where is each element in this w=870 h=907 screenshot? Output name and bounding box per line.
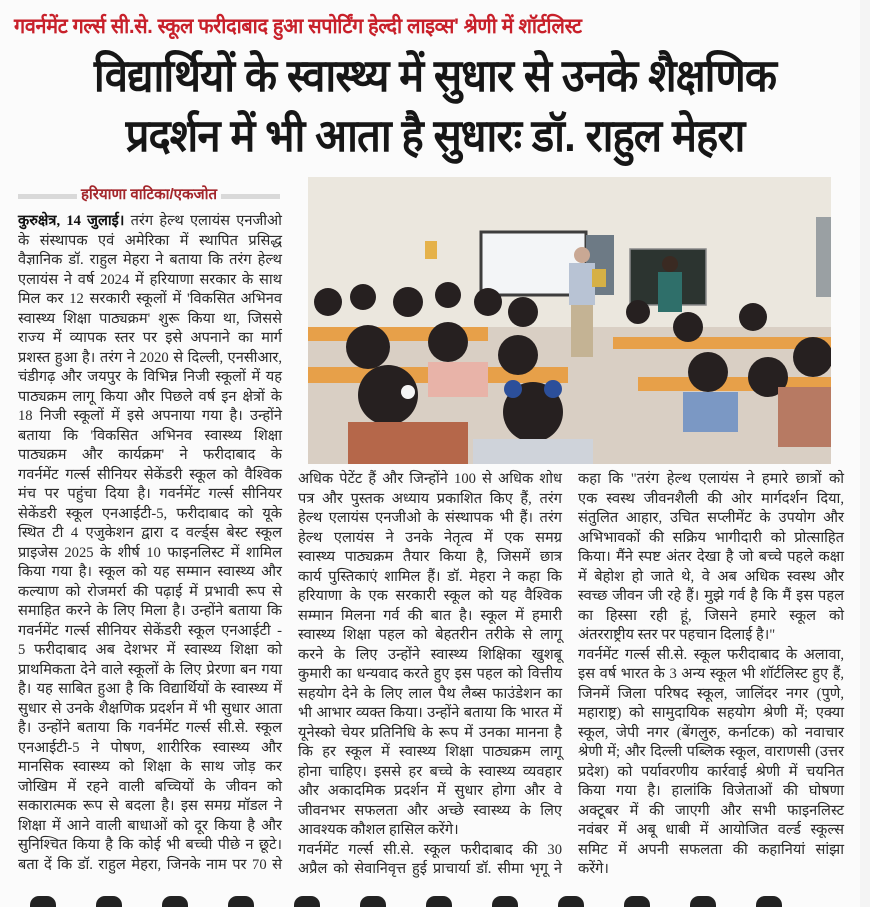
previous-article-cutoff	[0, 0, 870, 8]
article-line: है। उन्होंने बताया कि गवर्नमेंट गर्ल्स सी.से. स्कूल	[18, 720, 282, 736]
byline: हरियाणा वाटिका/एकजोत	[77, 184, 221, 204]
booklet	[592, 269, 606, 287]
article-line: संतुलित आहार, उचित सप्लीमेंट के उपयोग और	[578, 510, 844, 526]
article-line: अंतरराष्ट्रीय स्तर पर पहचान दिलाई है।"	[578, 627, 776, 643]
article-line: गवर्नमेंट गर्ल्स सीनियर सेकेंडरी स्कूल को वैश्विक	[18, 466, 282, 483]
wall-poster	[425, 241, 437, 259]
article-line: स्वच्छ जीवन जी रहे हैं। मुझे गर्व है कि मैं इस पहल	[578, 588, 844, 604]
teacher-saree	[658, 272, 682, 312]
article-line: हेल्थ एलायंस एनजीओ के संस्थापक भी हैं। तरंग	[298, 510, 562, 526]
article-line: पाठ्यक्रम लागू किया और पिछले वर्ष इन क्षेत्रों के	[18, 388, 282, 405]
article-line: पाठ्यक्रम और कार्यक्रम' ने फरीदाबाद के	[18, 447, 282, 463]
article-line: यूनेस्को चेयर प्रतिनिधि के रूप में उनका मानना है	[298, 724, 562, 741]
article-line: मानसिक स्वास्थ्य को शिक्षा के साथ जोड़ कर	[18, 759, 282, 775]
headline-line-1: विद्यार्थियों के स्वास्थ्य में सुधार से उनके शैक्षणिक	[93, 50, 777, 101]
article-line: महाराष्ट्र) को सामुदायिक सहयोग श्रेणी में; एक्या	[578, 705, 844, 721]
article-line: पत्र और पुस्तक अध्याय प्रकाशित किए हैं, तरंग	[298, 490, 562, 507]
article-line: राज्य में व्यापक स्तर पर इसे अपनाने का मार्ग	[18, 330, 282, 346]
door	[816, 217, 831, 297]
article-line: भी आभार व्यक्त किया। उन्होंने बताया कि भारत में	[298, 705, 562, 721]
article-line: प्रशस्त हुआ है। तरंग ने 2020 से दिल्ली, एनसीआर,	[18, 349, 282, 366]
article-line: श्रेणी में; और दिल्ली पब्लिक स्कूल, वाराणसी (उत्तर	[578, 744, 844, 760]
article-line: एलायंस ने वर्ष 2024 में हरियाणा सरकार के साथ	[18, 271, 282, 288]
article-line: 5 फरीदाबाद अब देशभर में स्वास्थ्य शिक्षा को	[18, 642, 282, 658]
article-line: समिट में अपनी सफलता की कहानियां सांझा	[578, 841, 844, 858]
hair-clip	[401, 385, 415, 399]
article-text: तरंग हेल्थ एलायंस एनजीओ	[124, 213, 282, 229]
article-line: सुधार से उनके शैक्षणिक प्रदर्शन में भी सुधार आता	[18, 700, 282, 717]
article-line: प्राथमिकता देने वाले स्कूलों के लिए प्रेरणा बन गया	[18, 661, 282, 678]
classroom-illustration	[308, 177, 831, 464]
article-line: एनआईटी-5 ने पोषण, शारीरिक स्वास्थ्य और	[18, 739, 282, 756]
article-line: कहा कि "तरंग हेल्थ एलायंस ने हमारे छात्रों को	[578, 471, 844, 487]
article-line: आवश्यक कौशल हासिल करेंगे।	[298, 822, 459, 838]
article-line	[18, 212, 282, 232]
article-line: और अकादमिक प्रदर्शन में सुधार होगा और वे	[298, 783, 562, 799]
article-line: बता दें कि डॉ. राहुल मेहरा, जिनके नाम पर 70 से	[18, 856, 282, 873]
article-line: एक स्वस्थ जीवनशैली की ओर मार्गदर्शन दिया,	[578, 490, 844, 507]
article-line: बताया कि 'विकसित अभिनव स्वास्थ्य शिक्षा	[18, 427, 282, 444]
speaker-shirt	[569, 263, 595, 305]
page-edge	[860, 0, 870, 907]
speaker-trousers	[571, 305, 593, 357]
article-line: मंच पर पहुंचा दिया है। गवर्नमेंट गर्ल्स सीनियर	[18, 486, 282, 502]
article-line: है। यह साबित हुआ है कि विद्यार्थियों के स्वास्थ्य में	[18, 681, 282, 697]
article-line: सम्मान मिलना गर्व की बात है। स्कूल में हमारी	[298, 607, 562, 624]
article-line: स्वास्थ्य शिक्षा पाठ्यक्रम' शुरू किया था, जिससे	[18, 310, 282, 327]
article-line: हरियाणा के एक सरकारी स्कूल को यह वैश्विक	[298, 588, 562, 604]
article-line: किया गया है। हालांकि विजेताओं की घोषणा	[578, 783, 844, 799]
headline-line-2: प्रदर्शन में भी आता है सुधारः डॉ. राहुल मेहरा	[125, 110, 745, 161]
article-line: अभिभावकों की सक्रिय भागीदारी को प्रोत्साहित	[578, 529, 844, 546]
article-line: स्कूल, जेपी नगर (बेंगलुरु, कर्नाटक) को नवाचार	[578, 724, 844, 741]
article-line: जीवनभर सफलता और अच्छे स्वास्थ्य के लिए	[298, 802, 562, 819]
article-line: इस वर्ष भारत के 3 अन्य स्कूल भी शॉर्टलिस्ट हुए हैं,	[578, 666, 844, 682]
article-column-2	[298, 470, 562, 880]
article-line: वैज्ञानिक डॉ. राहुल मेहरा ने बताया कि तरंग हेल्थ	[18, 252, 282, 268]
article-line: मिल कर 12 सरकारी स्कूलों में 'विकसित अभिनव	[18, 291, 282, 307]
article-line: जिनमें जिला परिषद स्कूल, जालिंदर नगर (पुणे,	[578, 685, 844, 702]
article-line: प्राइजेस 2025 के शीर्ष 10 फाइनलिस्ट में शामिल	[18, 544, 282, 561]
teacher-head	[662, 256, 678, 272]
article-line: गवर्नमेंट गर्ल्स सी.से. स्कूल फरीदाबाद के अलावा,	[578, 646, 844, 663]
classroom-photo	[308, 177, 831, 464]
article-line: स्वास्थ्य शिक्षा पहल को बेहतरीन तरीके से लागू	[298, 627, 562, 643]
article-line: जोखिम में रहने वाली बच्चियों के जीवन को	[18, 778, 282, 795]
speaker-head	[574, 247, 590, 263]
article-column-3	[578, 470, 844, 880]
kicker-subheadline: गवर्नमेंट गर्ल्स सी.से. स्कूल फरीदाबाद हुआ सपोर्टिंग हेल्दी लाइव्स' श्रेणी में शॉर्टलिस्ट	[14, 15, 582, 38]
article-line: समाहित करने के लिए मिला है। उन्होंने बताया कि	[18, 603, 282, 619]
article-line: करेंगे।	[578, 861, 609, 877]
main-headline	[0, 46, 870, 166]
article-line: प्रदेश) को पर्यावरणीय कार्रवाई श्रेणी में चयनित	[578, 763, 844, 780]
article-line: होना चाहिए। इससे हर बच्चे के स्वास्थ्य व्यवहार	[298, 763, 562, 780]
article-line: करने के लिए उन्होंने स्वास्थ्य शिक्षिका खुशबू	[298, 646, 562, 663]
article-line: नवंबर में अबू धाबी में आयोजित वर्ल्ड स्कूल्स	[578, 822, 844, 838]
article-line: कार्य पुस्तिकाएं शामिल हैं। डॉ. मेहरा ने कहा कि	[298, 568, 562, 585]
byline-bar	[18, 186, 280, 206]
article-line: स्वास्थ्य पाठ्यक्रम तैयार किया है, जिसमें छात्र	[298, 549, 562, 565]
article-line: शिक्षा में आने वाली बाधाओं को दूर किया है और	[18, 817, 282, 834]
article-line: सेकेंडरी स्कूल एनआईटी-5, फरीदाबाद को यूके	[18, 505, 282, 522]
article-line: हेल्थ एलायंस ने उनके नेतृत्व में एक समग्र	[298, 529, 562, 546]
article-line: चंडीगढ़ और जयपुर के विभिन्न निजी स्कूलों में यह	[18, 369, 282, 385]
article-column-1	[18, 212, 282, 875]
article-line: अधिक पेटेंट हैं और जिन्होंने 100 से अधिक शोध	[298, 471, 562, 487]
article-line: के संस्थापक एवं अमेरिका में स्थापित प्रसिद्ध	[18, 232, 282, 249]
article-line: 18 निजी स्कूलों में इसे अपनाया गया है। उन्होंने	[18, 408, 282, 424]
article-line: अक्टूबर में की जाएगी और सभी फाइनलिस्ट	[578, 802, 844, 819]
article-line: कुमारी का धन्यवाद करते हुए इस पहल को वित्तीय	[298, 666, 562, 682]
article-line: सकारात्मक रूप से बदला है। इस समग्र मॉडल ने	[18, 798, 282, 814]
article-line: अप्रैल को सेवानिवृत्त हुई प्राचार्या डॉ. सीमा भृगू ने	[298, 861, 562, 877]
next-article-headline-cutoff	[30, 896, 850, 907]
article-line: सुनिश्चित किया है कि कोई भी बच्ची पीछे न छूटे।	[18, 837, 282, 853]
dateline: कुरुक्षेत्र, 14 जुलाई।	[18, 213, 125, 229]
article-line: में बेहोश हो जाते थे, वे अब अधिक स्वस्थ और	[578, 568, 844, 585]
article-line: गवर्नमेंट गर्ल्स सी.से. स्कूल फरीदाबाद की 30	[298, 841, 562, 858]
article-line: कि हर स्कूल में स्वास्थ्य शिक्षा पाठ्यक्रम लागू	[298, 744, 562, 760]
article-line: स्थित टी 4 एजुकेशन द्वारा द वर्ल्ड्स बेस्ट स्कूल	[18, 525, 282, 541]
article-line: किया। मैंने स्पष्ट अंतर देखा है जो बच्चे पहले कक्षा	[578, 549, 844, 565]
article-line: किया गया है। स्कूल को यह सम्मान स्वास्थ्य और	[18, 564, 282, 580]
article-line: गवर्नमेंट गर्ल्स सीनियर सेकेंडरी स्कूल एनआईटी -	[18, 622, 282, 639]
article-line: का हिस्सा रही हूं, जिसने हमारे स्कूल को	[578, 607, 844, 624]
article-line: कल्याण को रोजमर्रा की पढ़ाई में प्रभावी रूप से	[18, 583, 282, 600]
article-line: सहयोग देने के लिए लाल पैथ लैब्स फाउंडेशन का	[298, 685, 562, 702]
